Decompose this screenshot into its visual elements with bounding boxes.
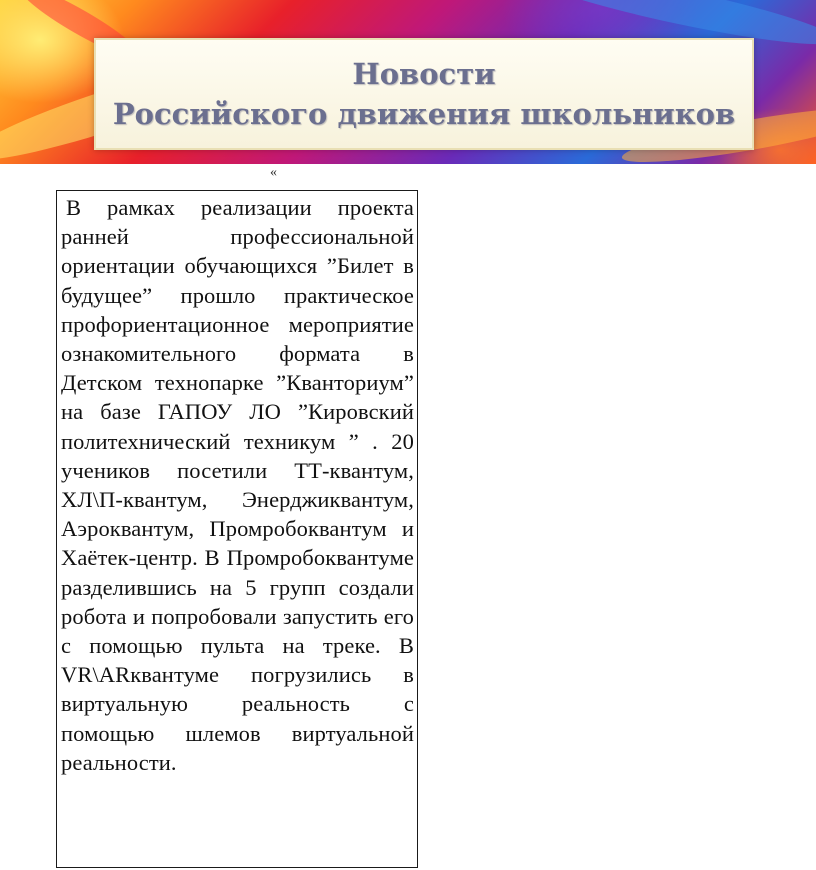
article-box: [56, 190, 418, 868]
article-text: В рамках реализации проекта ранней профессиональной ориентации обучающихся ”Билет в будущее” прошло практическое профориентационное мероприятие ознакомительного формата в Детском технопарке ”Кванториум” на базе ГАПОУ ЛО ”Кировский политехнический техникум ” . 20 учеников посетили ТТ-квантум, ХЛ\П-квантум, Энерджиквантум, Аэроквантум, Промробоквантум и Хаётек-центр. В Промробоквантуме разделившись на 5 групп создали робота и попробовали запустить его с помощью пульта на треке. В VR\ARквантуме погрузились в виртуальную реальность с помощью шлемов виртуальной реальности.: [61, 195, 414, 775]
header-banner: [0, 0, 816, 164]
title-line-2: Российского движения школьников: [112, 97, 736, 131]
stray-quote-mark: «: [270, 165, 277, 180]
title-panel: [94, 38, 754, 150]
title-line-1: Новости: [352, 57, 496, 91]
